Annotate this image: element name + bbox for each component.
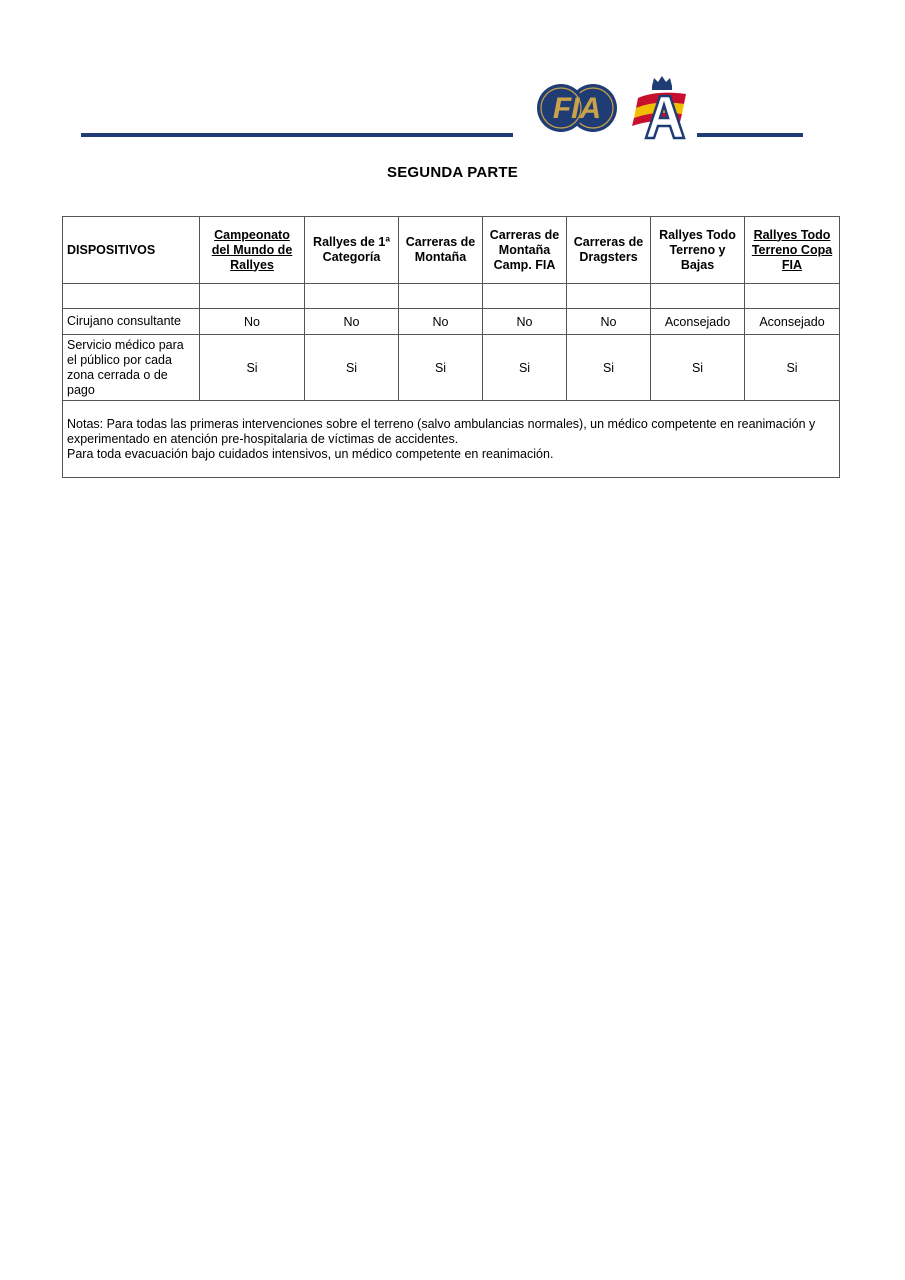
table-notes-row bbox=[63, 401, 840, 478]
notes-cell bbox=[63, 401, 840, 478]
header-col-1: Campeonato del Mundo de Rallyes bbox=[200, 217, 305, 284]
rfea-logo bbox=[626, 72, 690, 140]
svg-text:FIA: FIA bbox=[552, 92, 602, 125]
section-title: SEGUNDA PARTE bbox=[387, 164, 518, 181]
cell-value: Si bbox=[567, 335, 651, 401]
header-col-7: Rallyes Todo Terreno Copa FIA bbox=[745, 217, 840, 284]
header-col-3: Carreras de Montaña bbox=[399, 217, 483, 284]
table-header-row bbox=[63, 217, 840, 284]
row-label: Servicio médico para el público por cada zona cerrada o de pago bbox=[63, 335, 200, 401]
cell-value: No bbox=[483, 309, 567, 335]
fia-logo bbox=[536, 80, 618, 138]
header-col-5: Carreras de Dragsters bbox=[567, 217, 651, 284]
cell-value: No bbox=[305, 309, 399, 335]
note-line: Notas: Para todas las primeras intervenciones sobre el terreno (salvo ambulancias normales), un médico competente en reanimación y experimentado en atención pre-hospitalaria de víctimas de accidentes. bbox=[67, 416, 816, 446]
cell-value: Si bbox=[651, 335, 745, 401]
header-col-4: Carreras de Montaña Camp. FIA bbox=[483, 217, 567, 284]
table-row bbox=[63, 309, 840, 335]
header-dispositivos: DISPOSITIVOS bbox=[63, 217, 200, 284]
header-col-2: Rallyes de 1ª Categoría bbox=[305, 217, 399, 284]
header-rule-right bbox=[697, 133, 803, 137]
cell-value: No bbox=[399, 309, 483, 335]
cell-value: No bbox=[567, 309, 651, 335]
cell-value: Si bbox=[745, 335, 840, 401]
cell-value: Si bbox=[305, 335, 399, 401]
medical-services-table bbox=[62, 216, 840, 478]
cell-value: Aconsejado bbox=[745, 309, 840, 335]
cell-value: Si bbox=[200, 335, 305, 401]
note-line: Para toda evacuación bajo cuidados intensivos, un médico competente en reanimación. bbox=[67, 446, 554, 461]
header-col-6: Rallyes Todo Terreno y Bajas bbox=[651, 217, 745, 284]
table-row-empty bbox=[63, 284, 840, 309]
table-row bbox=[63, 335, 840, 401]
cell-value: Si bbox=[483, 335, 567, 401]
header-rule-left bbox=[81, 133, 513, 137]
cell-value: Aconsejado bbox=[651, 309, 745, 335]
cell-value: Si bbox=[399, 335, 483, 401]
cell-value: No bbox=[200, 309, 305, 335]
row-label: Cirujano consultante bbox=[63, 309, 200, 335]
